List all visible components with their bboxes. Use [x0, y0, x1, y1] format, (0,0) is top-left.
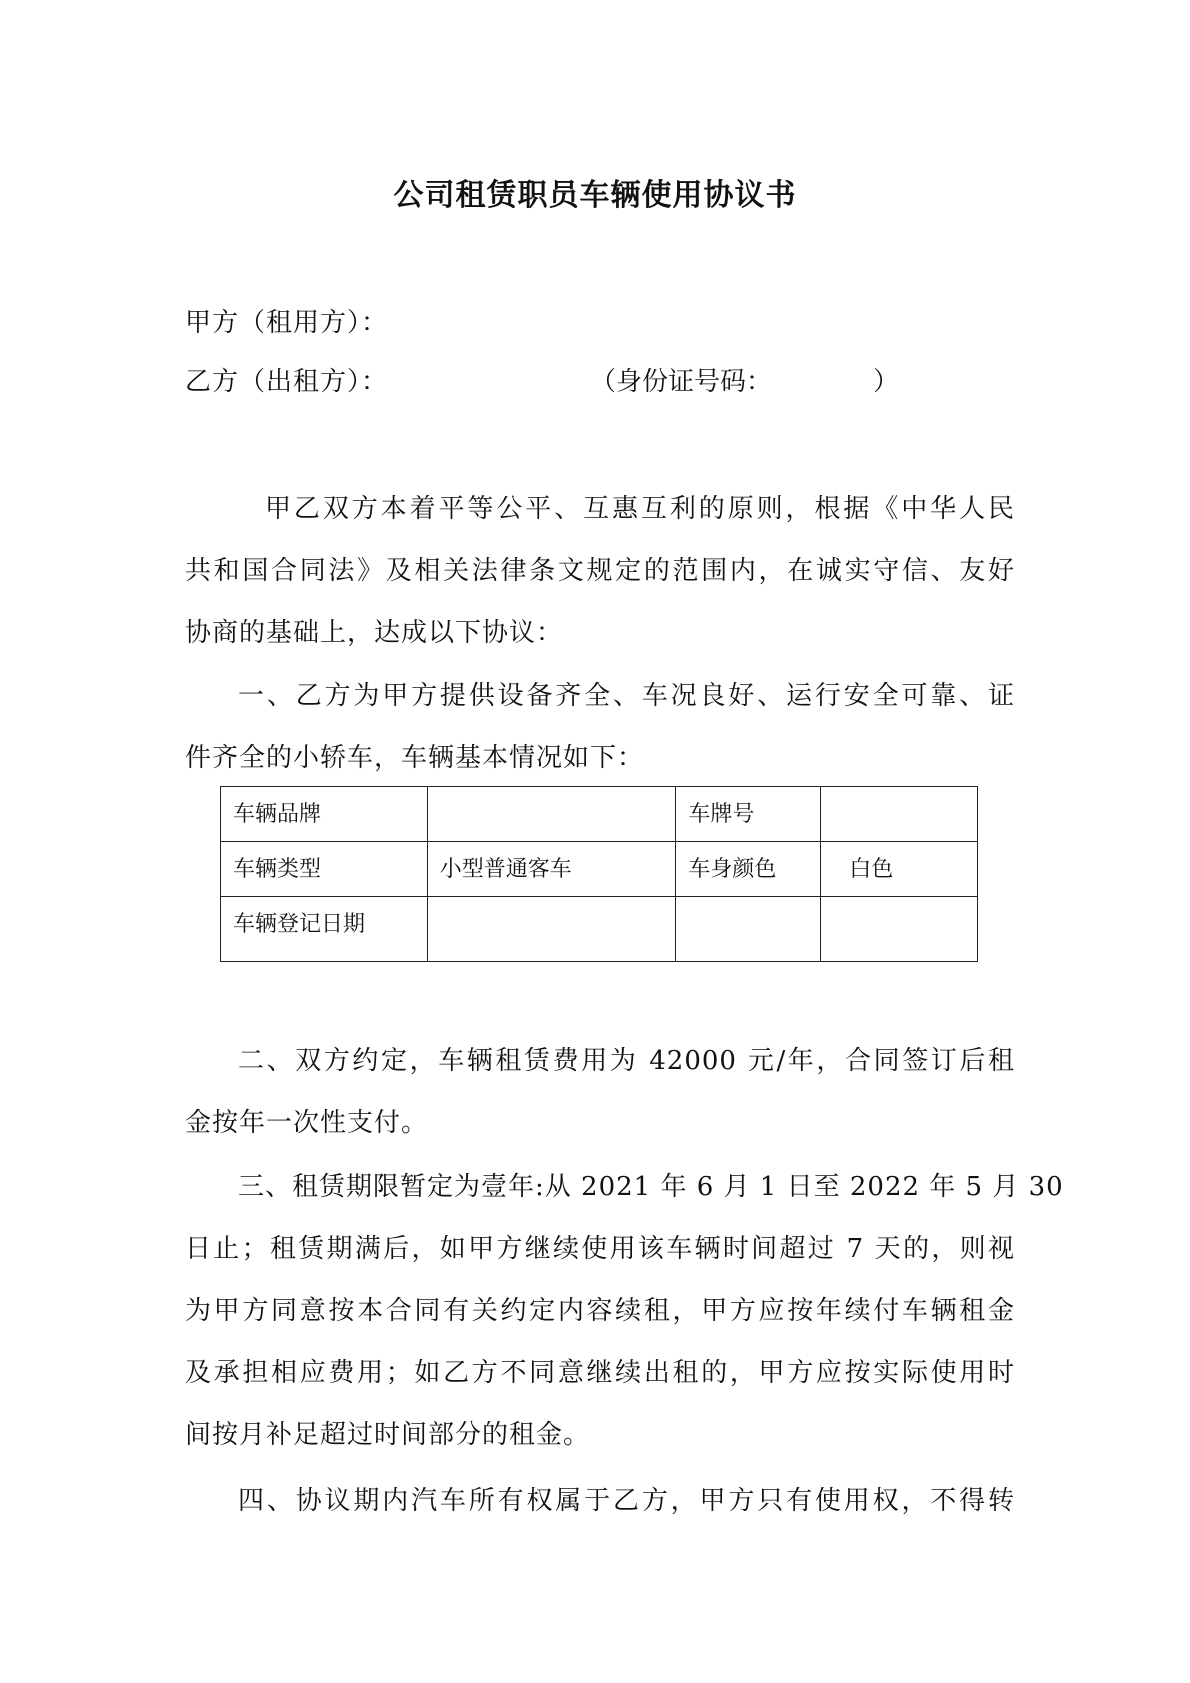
table-cell	[427, 897, 676, 962]
table-cell: 车牌号	[676, 787, 821, 842]
clause-4-line-1: 四、协议期内汽车所有权属于乙方，甲方只有使用权，不得转	[238, 1486, 1015, 1516]
table-cell	[676, 897, 821, 962]
clause-3-line-3: 为甲方同意按本合同有关约定内容续租，甲方应按年续付车辆租金	[185, 1296, 1015, 1326]
clause-1-line-1: 一、乙方为甲方提供设备齐全、车况良好、运行安全可靠、证	[238, 681, 1015, 711]
table-row	[221, 842, 978, 897]
table-cell: 车辆登记日期	[221, 897, 428, 962]
party-b-label: 乙方（出租方）：	[185, 367, 389, 397]
table-cell: 车辆品牌	[221, 787, 428, 842]
intro-line-3: 协商的基础上，达成以下协议：	[185, 618, 564, 648]
table-cell: 小型普通客车	[427, 842, 676, 897]
clause-3-line-5: 间按月补足超过时间部分的租金。	[185, 1420, 591, 1450]
table-cell	[427, 787, 676, 842]
document-title: 公司租赁职员车辆使用协议书	[393, 178, 797, 213]
id-number-close: ）	[873, 367, 900, 397]
table-cell: 车辆类型	[221, 842, 428, 897]
clause-2-line-2: 金按年一次性支付。	[185, 1108, 429, 1138]
table-row	[221, 897, 978, 962]
intro-line-2: 共和国合同法》及相关法律条文规定的范围内，在诚实守信、友好	[185, 556, 1015, 586]
table-cell: 白色	[821, 842, 978, 897]
id-number-label: （身份证号码：	[590, 367, 773, 397]
clause-1-line-2: 件齐全的小轿车，车辆基本情况如下：	[185, 743, 645, 773]
table-cell	[821, 787, 978, 842]
clause-3-line-1: 三、租赁期限暂定为壹年:从 2021 年 6 月 1 日至 2022 年 5 月 30	[238, 1172, 1064, 1202]
clause-2-line-1: 二、双方约定，车辆租赁费用为 42000 元/年，合同签订后租	[238, 1046, 1015, 1076]
party-a-label: 甲方（租用方）：	[185, 308, 389, 338]
clause-3-line-4: 及承担相应费用；如乙方不同意继续出租的，甲方应按实际使用时	[185, 1358, 1015, 1388]
table-cell	[821, 897, 978, 962]
table-cell: 车身颜色	[676, 842, 821, 897]
table-row	[221, 787, 978, 842]
intro-line-1: 甲乙双方本着平等公平、互惠互利的原则，根据《中华人民	[265, 494, 1015, 524]
vehicle-info-table	[220, 786, 978, 962]
clause-3-line-2: 日止；租赁期满后，如甲方继续使用该车辆时间超过 7 天的，则视	[185, 1234, 1015, 1264]
